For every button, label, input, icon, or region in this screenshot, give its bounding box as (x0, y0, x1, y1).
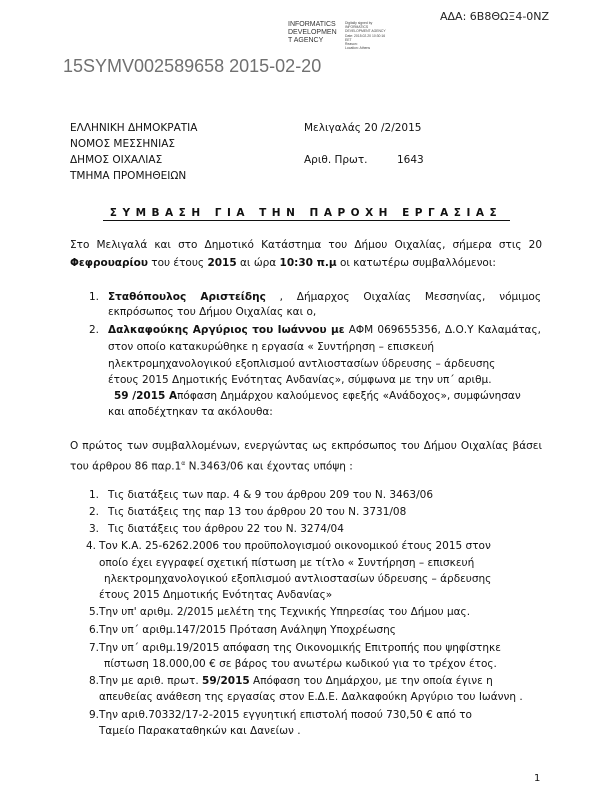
first-party-line-1: Ο πρώτος των συμβαλλομένων, ενεργώντας ως εκπρόσωπος του Δήμου Οιχαλίας βάσει (70, 440, 542, 452)
page-number: 1 (534, 773, 541, 784)
party-2-line-3: ηλεκτρομηχανολογικού εξοπλισμού αντλιοστασίων ύδρευσης – άρδευσης (108, 358, 496, 370)
header-country: ΕΛΛΗΝΙΚΗ ΔΗΜΟΚΡΑΤΙΑ (70, 122, 198, 134)
party-2-name: Δαλκαφούκης Αργύριος του Ιωάννου με (108, 324, 345, 336)
protocol-number: 1643 (397, 154, 424, 166)
intro-year: 2015 (207, 257, 237, 269)
consideration-4: 4. Τον Κ.Α. 25-6262.2006 του προϋπολογισμού οικονομικού έτους 2015 στον (86, 540, 491, 552)
consideration-8-bold: 59/2015 (202, 675, 250, 687)
consideration-1: 1. Τις διατάξεις των παρ. 4 & 9 του άρθρου 209 του Ν. 3463/06 (89, 489, 434, 501)
ada-code: ΑΔΑ: 6Β8ΘΩΞ4-0ΝΖ (440, 10, 550, 23)
consideration-9-line-2: Ταμείο Παρακαταθηκών και Δανείων . (99, 725, 301, 737)
consideration-2: 2. Τις διατάξεις της παρ 13 του άρθρου 20 του Ν. 3731/08 (89, 506, 407, 518)
party-1-line: Σταθόπουλος Αριστείδης , Δήμαρχος Οιχαλίας Μεσσηνίας, νόμιμος (108, 291, 541, 303)
consideration-8-line-2: απευθείας ανάθεση της εργασίας στον Ε.Δ.Ε. Δαλκαφούκη Αργύριο του Ιωάννη . (99, 691, 523, 703)
party-2-last-line: και αποδέχτηκαν τα ακόλουθα: (108, 406, 273, 418)
intro-time: 10:30 π.μ (279, 257, 337, 269)
consideration-8: 8.Την με αριθ. πρωτ. 59/2015 Απόφαση του Δημάρχου, με την οποία έγινε η (89, 675, 493, 687)
place-date: Μελιγαλάς 20 /2/2015 (304, 122, 422, 134)
header-municipality: ΔΗΜΟΣ ΟΙΧΑΛΙΑΣ (70, 154, 163, 166)
consideration-4-line-2: οποίο έχει εγγραφεί σχετική πίστωση με τίτλο « Συντήρηση – επισκευή (99, 557, 475, 569)
title-underline (103, 220, 510, 221)
decision-number: 59 /2015 Α (114, 390, 178, 402)
party-2-line: Δαλκαφούκης Αργύριος του Ιωάννου με ΑΦΜ 069655356, Δ.Ο.Υ Καλαμάτας, (108, 324, 541, 336)
consideration-4-line-3: ηλεκτρομηχανολογικού εξοπλισμού αντλιοστασίων ύδρευσης – άρδευσης (104, 573, 492, 585)
party-2-line-4: έτους 2015 Δημοτικής Ενότητας Ανδανίας», σύμφωνα με την υπ΄ αριθμ. (108, 374, 492, 386)
consideration-7-line-2: πίστωση 18.000,00 € σε βάρος του ανωτέρω κωδικού για το τρέχον έτος. (104, 658, 497, 670)
intro-month: Φεφρουαρίου (70, 257, 148, 269)
header-department: ΤΜΗΜΑ ΠΡΟΜΗΘΕΙΩΝ (70, 170, 187, 182)
party-2-decision: 59 /2015 Απόφαση Δημάρχου καλούμενος εφεξής «Ανάδοχος», συμφώνησαν (114, 390, 521, 402)
consideration-7: 7.Την υπ΄ αριθμ.19/2015 απόφαση της Οικονομικής Επιτροπής που ψηφίστηκε (89, 642, 501, 654)
document-title: ΣΥΜΒΑΣΗ ΓΙΑ ΤΗΝ ΠΑΡΟΧΗ ΕΡΓΑΣΙΑΣ (109, 207, 503, 219)
first-party-line-2: του άρθρου 86 $\pi\alpha\rho.1^\alpha$ Ν.3463/06 και έχοντας υπόψη : (70, 460, 353, 473)
protocol-label: Αριθ. Πρωτ. (304, 154, 368, 166)
registry-stamp: 15SYMV002589658 2015-02-20 (63, 56, 322, 76)
header-prefecture: ΝΟΜΟΣ ΜΕΣΣΗΝΙΑΣ (70, 138, 176, 150)
agency-label: INFORMATICS DEVELOPMEN T AGENCY (288, 21, 337, 44)
consideration-3: 3. Τις διατάξεις του άρθρου 22 του Ν. 3274/04 (89, 523, 344, 535)
consideration-5: 5.Την υπ' αριθμ. 2/2015 μελέτη της Τεχνικής Υπηρεσίας του Δήμου μας. (89, 606, 471, 618)
intro-line-1: Στο Μελιγαλά και στο Δημοτικό Κατάστημα του Δήμου Οιχαλίας, σήμερα στις 20 (70, 239, 542, 251)
party-2-number: 2. (89, 324, 100, 336)
party-1-name: Σταθόπουλος Αριστείδης (108, 291, 266, 303)
intro-line-2: Φεφρουαρίου του έτους 2015 αι ώρα 10:30 π.μ οι κατωτέρω συμβαλλόμενοι: (70, 257, 496, 269)
consideration-4-line-4: έτους 2015 Δημοτικής Ενότητας Ανδανίας» (99, 589, 333, 601)
consideration-6: 6.Την υπ΄ αριθμ.147/2015 Πρόταση Ανάληψη Υποχρέωσης (89, 624, 396, 636)
party-1-line-2: εκπρόσωπος του Δήμου Οιχαλίας και ο, (108, 306, 317, 318)
digital-signature-block: Digitally signed by INFORMATICS DEVELOPMENT AGENCY Date: 2015.02.20 10:30:16 EET Reason: Location: Athens (345, 21, 386, 51)
party-2-line-2: στον οποίο κατακυρώθηκε η εργασία « Συντήρηση – επισκευή (108, 341, 435, 353)
party-1-number: 1. (89, 291, 100, 303)
consideration-9: 9.Την αριθ.70332/17-2-2015 εγγυητική επιστολή ποσού 730,50 € από το (89, 709, 472, 721)
